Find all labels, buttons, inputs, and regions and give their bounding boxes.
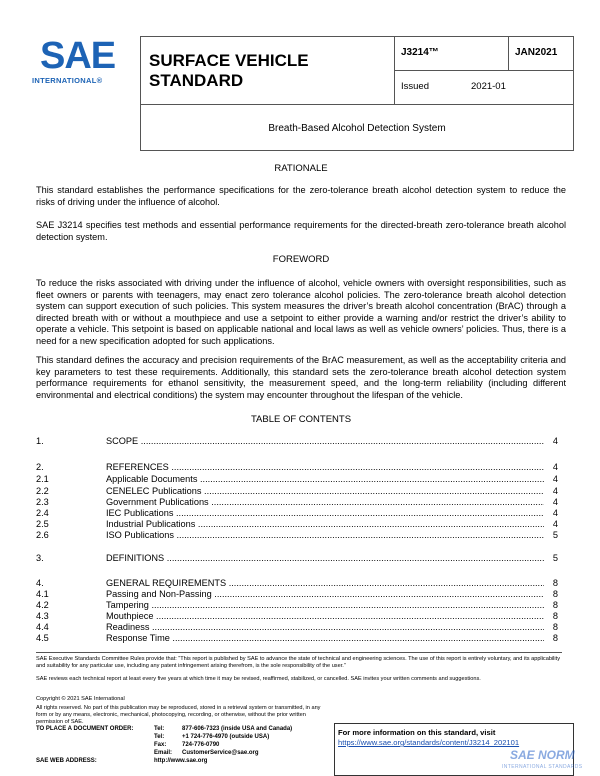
toc-row[interactable] <box>36 474 558 485</box>
toc-number: 3. <box>36 553 44 563</box>
issued-value: 2021-01 <box>471 81 506 92</box>
toc-row[interactable] <box>36 462 558 473</box>
logo-mark: SAE <box>40 35 116 77</box>
toc-row[interactable] <box>36 578 558 589</box>
toc-page: 4 <box>552 474 558 484</box>
logo-subtext: INTERNATIONAL® <box>32 76 103 85</box>
footer-divider <box>36 652 562 653</box>
toc-number: 4. <box>36 578 44 588</box>
toc-number: 2.1 <box>36 474 49 484</box>
foreword-paragraph-2: This standard defines the accuracy and precision requirements of the BrAC measurement, as well as the acceptability criteria and key parameters to test these requirements. Additionally, this standard sets the zero-tolerance breath alcohol detection system performance requirements for ethanol sensitivity, the measurement speed, and the long-term reliability (including different environmental and electrical conditions) the system may encounter throughout the lifespan of the vehicle. <box>36 355 566 400</box>
toc-row[interactable] <box>36 436 558 447</box>
toc-title: Mouthpiece ..... <box>106 611 544 622</box>
title-line-1: SURFACE VEHICLE <box>149 51 309 70</box>
toc-title: Response Time ..... <box>106 633 544 644</box>
rationale-paragraph-2: SAE J3214 specifies test methods and essential performance requirements for the directed-breath zero-tolerance breath alcohol detection system. <box>36 220 566 242</box>
toc-title: Government Publications ..... <box>106 497 544 508</box>
toc-page: 8 <box>552 633 558 643</box>
toc-row[interactable] <box>36 589 558 600</box>
toc-page: 8 <box>552 611 558 621</box>
toc-page: 5 <box>552 530 558 540</box>
toc-number: 2. <box>36 462 44 472</box>
toc-title: GENERAL REQUIREMENTS ..... <box>106 578 544 589</box>
toc-number: 2.2 <box>36 486 49 496</box>
toc-title: SCOPE ..... <box>106 436 544 447</box>
toc-page: 4 <box>552 436 558 446</box>
toc-row[interactable] <box>36 486 558 497</box>
toc-page: 4 <box>552 519 558 529</box>
toc-row[interactable] <box>36 497 558 508</box>
footer-copyright: Copyright © 2021 SAE International <box>36 696 125 702</box>
watermark-main: SAE NORM <box>510 748 575 762</box>
toc-page: 8 <box>552 622 558 632</box>
toc-row[interactable] <box>36 553 558 564</box>
document-subtitle: Breath-Based Alcohol Detection System <box>268 123 446 134</box>
toc-page: 8 <box>552 589 558 599</box>
toc-number: 4.5 <box>36 633 49 643</box>
footer-review: SAE reviews each technical report at least every five years at which time it may be revised, reaffirmed, stabilized, or cancelled. SAE invites your written comments and suggestions. <box>36 676 481 682</box>
foreword-heading: FOREWORD <box>272 254 330 265</box>
email-label: Email: <box>154 750 173 756</box>
toc-row[interactable] <box>36 600 558 611</box>
watermark <box>498 742 594 774</box>
rationale-paragraph-1: This standard establishes the performance specifications for the zero-tolerance breath alcohol detection system to reduce the risks of driving under the influence of alcohol. <box>36 185 566 207</box>
tel-label-2: Tel: <box>154 734 165 740</box>
footer-rules: SAE Executive Standards Committee Rules provide that: “This report is published by SAE to advance the state of technical and engineering sciences. The use of this report is entirely voluntary, and its applicability and suitability for any particular use, including any patent infringement arising therefrom, is the sole responsibility of the user.” <box>36 656 561 669</box>
toc-number: 2.3 <box>36 497 49 507</box>
toc-title: CENELEC Publications ..... <box>106 486 544 497</box>
standard-link[interactable]: https://www.sae.org/standards/content/J3214_202101 <box>338 738 520 747</box>
web-label: SAE WEB ADDRESS: <box>36 758 97 764</box>
info-heading: For more information on this standard, visit <box>338 728 496 737</box>
document-type-title <box>141 37 395 105</box>
toc-title: Tampering ..... <box>106 600 544 611</box>
toc-row[interactable] <box>36 519 558 530</box>
toc-page: 4 <box>552 462 558 472</box>
toc-title: Passing and Non-Passing ..... <box>106 589 544 600</box>
document-header <box>140 36 574 151</box>
toc-title: ISO Publications ..... <box>106 530 544 541</box>
rationale-heading: RATIONALE <box>274 163 328 174</box>
tel-label: Tel: <box>154 726 165 732</box>
toc-title: IEC Publications ..... <box>106 508 544 519</box>
toc-page: 5 <box>552 553 558 563</box>
email-address[interactable]: CustomerService@sae.org <box>182 750 259 756</box>
toc-title: DEFINITIONS ..... <box>106 553 544 564</box>
toc-number: 2.5 <box>36 519 49 529</box>
fax-label: Fax: <box>154 742 167 748</box>
toc-row[interactable] <box>36 633 558 644</box>
order-label: TO PLACE A DOCUMENT ORDER: <box>36 726 134 732</box>
toc-page: 8 <box>552 578 558 588</box>
foreword-paragraph-1: To reduce the risks associated with driving under the influence of alcohol, vehicle owners with oversight responsibilities, such as fleet owners or parents with teenagers, may enact zero tolerance alcohol policies. The zero-tolerance breath alcohol detection system can support execution of such policies. This system measures the driver’s breath alcohol concentration (BrAC) through a directed breath with or without a mouthpiece and use a setpoint to either provide a warning and/or restrict the driver’s ability to operate a vehicle. This setpoint is based on applicable national and local laws as well as vehicle owners’ policies. Thus, there is a need for a new specification adopted for such applications. <box>36 278 566 346</box>
toc-number: 1. <box>36 436 44 446</box>
fax-number: 724-776-0790 <box>182 742 220 748</box>
toc-number: 4.2 <box>36 600 49 610</box>
toc-number: 4.3 <box>36 611 49 621</box>
sae-logo <box>30 36 124 90</box>
toc-number: 4.4 <box>36 622 49 632</box>
toc-number: 4.1 <box>36 589 49 599</box>
web-address[interactable]: http://www.sae.org <box>154 758 208 764</box>
title-line-2: STANDARD <box>149 71 244 90</box>
toc-page: 4 <box>552 508 558 518</box>
toc-page: 8 <box>552 600 558 610</box>
toc-row[interactable] <box>36 530 558 541</box>
toc-title: Industrial Publications ..... <box>106 519 544 530</box>
toc-title: Applicable Documents ..... <box>106 474 544 485</box>
issued-label: Issued <box>401 81 429 92</box>
toc-number: 2.4 <box>36 508 49 518</box>
tel-inside[interactable]: 877-606-7323 (inside USA and Canada) <box>182 726 293 732</box>
issued-row <box>395 71 573 105</box>
standard-number: J3214™ <box>395 37 509 71</box>
toc-row[interactable] <box>36 622 558 633</box>
toc-page: 4 <box>552 486 558 496</box>
toc-heading: TABLE OF CONTENTS <box>250 414 352 425</box>
watermark-sub: INTERNATIONAL STANDARDS <box>502 764 583 770</box>
toc-title: REFERENCES ..... <box>106 462 544 473</box>
standard-date: JAN2021 <box>509 37 573 71</box>
footer-rights: All rights reserved. No part of this publication may be reproduced, stored in a retrieval system or transmitted, in any form or by any means, electronic, mechanical, photocopying, recording, or otherwise, without the prior written permission of SAE. <box>36 705 321 725</box>
toc-row[interactable] <box>36 611 558 622</box>
toc-number: 2.6 <box>36 530 49 540</box>
tel-outside[interactable]: +1 724-776-4970 (outside USA) <box>182 734 270 740</box>
toc-row[interactable] <box>36 508 558 519</box>
toc-title: Readiness ..... <box>106 622 544 633</box>
toc-page: 4 <box>552 497 558 507</box>
